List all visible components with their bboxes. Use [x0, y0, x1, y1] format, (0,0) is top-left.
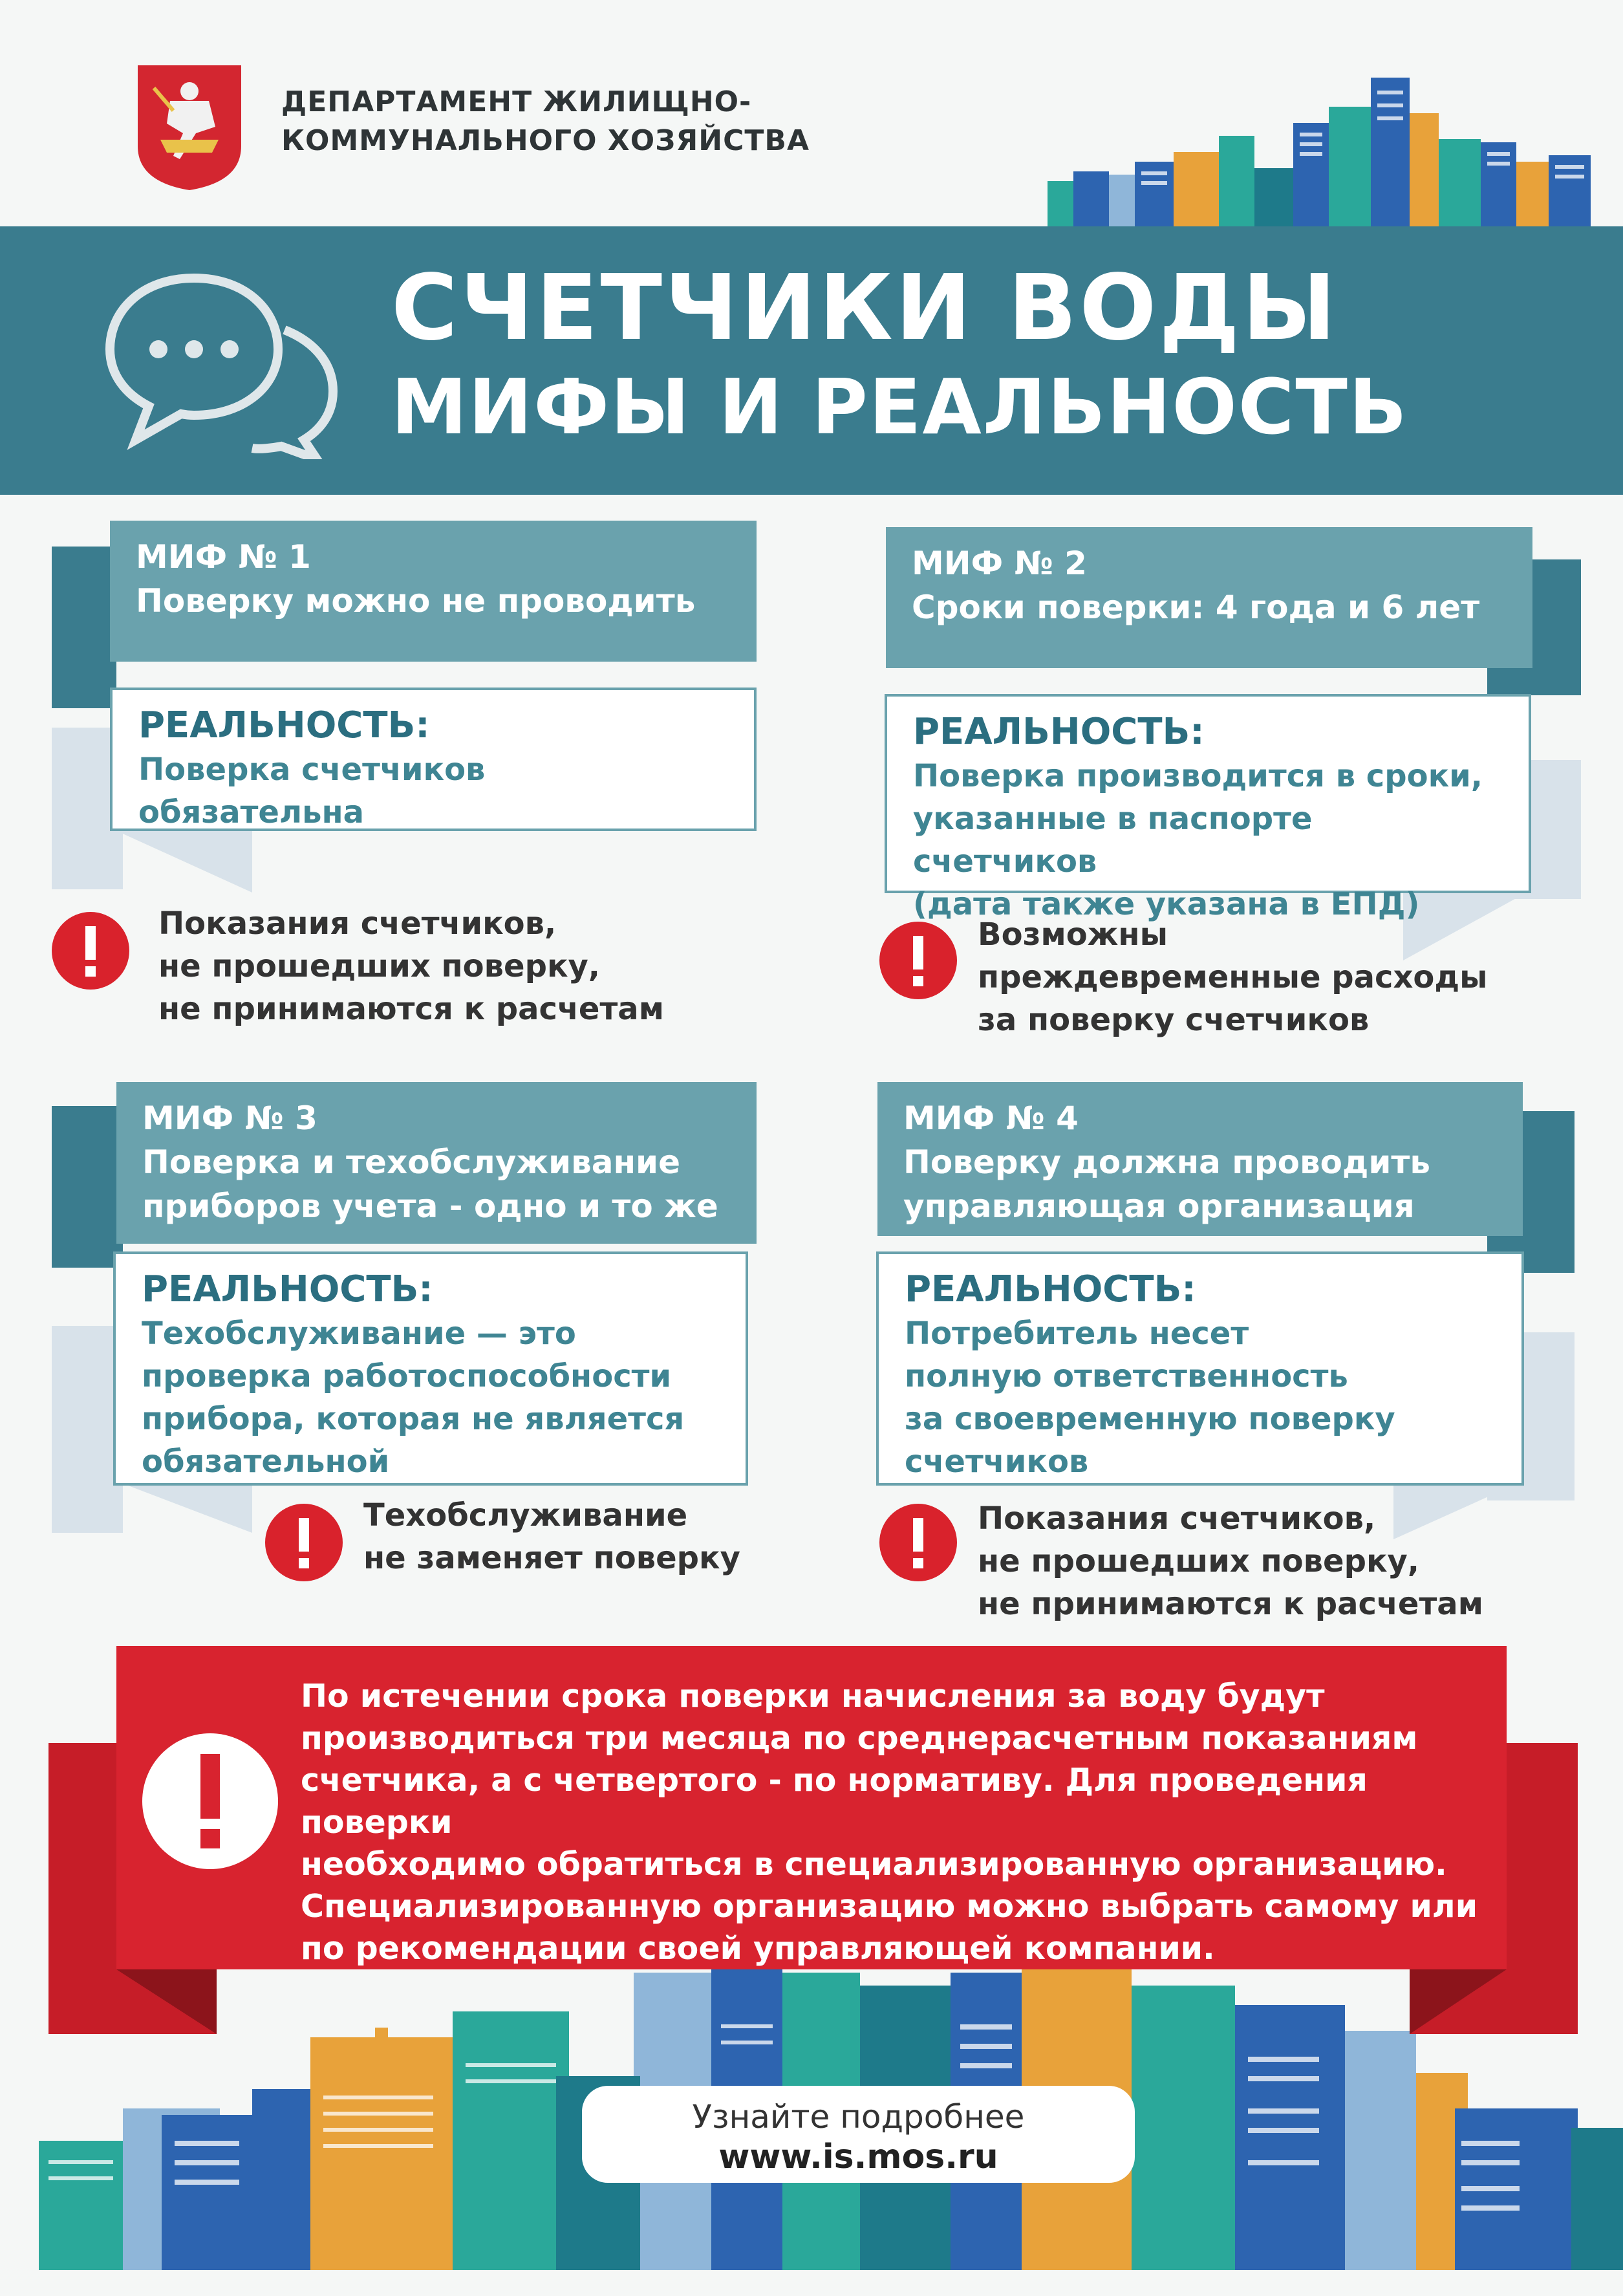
myth-3-side-ribbon: [52, 1106, 123, 1268]
skyline-top-illustration: [1048, 65, 1591, 234]
myth-3-reality-line-3: прибора, которая не является: [142, 1401, 685, 1437]
myth-2-warning-line-3: за поверку счетчиков: [978, 1002, 1370, 1038]
myth-4-number: МИФ № 4: [903, 1099, 1079, 1137]
more-info-box: [582, 2086, 1135, 2183]
myth-1-reality-box: [110, 688, 757, 831]
notice-line-2: производиться три месяца по среднерасчетным показаниям: [301, 1720, 1418, 1757]
myth-1-warning-icon: [52, 912, 129, 990]
myth-4-reality-box: [876, 1251, 1524, 1486]
myth-4-warning-line-3: не принимаются к расчетам: [978, 1586, 1483, 1622]
notice-left-fold: [116, 1969, 217, 2034]
myth-3-number: МИФ № 3: [142, 1099, 317, 1137]
myth-2-warning-line-2: преждевременные расходы: [978, 959, 1488, 995]
myth-1-warning: [158, 902, 708, 1030]
more-info-label: Узнайте подробнее: [692, 2098, 1025, 2136]
myth-1-reality-line-2: обязательна: [138, 794, 365, 830]
myth-1-reality-line-1: Поверка счетчиков: [138, 752, 486, 788]
myth-4-warning-line-2: не прошедших поверку,: [978, 1543, 1420, 1579]
myth-1-warning-line-3: не принимаются к расчетам: [158, 991, 664, 1027]
notice-right-fold: [1410, 1969, 1507, 2034]
myth-4-text-line-2: управляющая организация: [903, 1187, 1415, 1225]
myth-1-header: [110, 521, 757, 662]
notice-line-3: счетчика, а с четвертого - по нормативу. Для проведения поверки: [301, 1762, 1368, 1841]
exclamation-icon: [265, 1504, 343, 1581]
moscow-coat-of-arms-icon: [134, 62, 244, 191]
page-title-line-1: СЧЕТЧИКИ ВОДЫ: [391, 255, 1339, 361]
myth-1-reality-label: РЕАЛЬНОСТЬ:: [138, 704, 430, 746]
notice-line-5: Специализированную организацию можно выбрать самому или: [301, 1888, 1478, 1925]
page-title-line-2: МИФЫ И РЕАЛЬНОСТЬ: [391, 362, 1408, 451]
myth-3-reality-line-1: Техобслуживание — это: [142, 1316, 576, 1352]
myth-2-text: Сроки поверки: 4 года и 6 лет: [912, 589, 1480, 626]
myth-3-header: [116, 1082, 757, 1244]
myth-2-header: [886, 527, 1532, 668]
myth-1-ribbon-fold: [110, 828, 252, 893]
myth-3-reality-label: РЕАЛЬНОСТЬ:: [142, 1268, 433, 1310]
myth-4-reality-line-1: Потребитель несет: [905, 1316, 1249, 1352]
myth-2-reality-line-1: Поверка производится в сроки,: [913, 758, 1483, 794]
myth-4-reality-line-3: за своевременную поверку: [905, 1401, 1395, 1437]
myth-2-reality-label: РЕАЛЬНОСТЬ:: [913, 711, 1205, 753]
myth-4-warning-icon: [879, 1504, 957, 1581]
myth-2-reality-line-2: указанные в паспорте счетчиков: [913, 801, 1313, 880]
department-name: [281, 83, 863, 160]
myth-2-number: МИФ № 2: [912, 545, 1087, 582]
department-line-1: ДЕПАРТАМЕНТ ЖИЛИЩНО-: [281, 85, 752, 118]
myth-4-header: [877, 1082, 1523, 1236]
exclamation-icon: [142, 1733, 278, 1869]
myth-2-warning: [978, 913, 1560, 1041]
myth-1-warning-line-1: Показания счетчиков,: [158, 905, 557, 942]
myth-1-number: МИФ № 1: [136, 538, 311, 576]
myth-4-text-line-1: Поверку должна проводить: [903, 1143, 1430, 1181]
exclamation-icon: [52, 912, 129, 990]
myth-4-warning: [978, 1497, 1560, 1625]
myth-3-warning-line-1: Техобслуживание: [363, 1497, 688, 1533]
notice-text: [301, 1675, 1484, 1969]
myth-3-reality-box: [113, 1251, 748, 1486]
myth-1-side-ribbon: [52, 547, 116, 708]
myth-4-reality-label: РЕАЛЬНОСТЬ:: [905, 1268, 1196, 1310]
myth-2-warning-line-1: Возможны: [978, 916, 1168, 953]
department-line-2: КОММУНАЛЬНОГО ХОЗЯЙСТВА: [281, 124, 810, 157]
myth-4-reality-line-4: счетчиков: [905, 1444, 1089, 1480]
myth-3-reality-line-4: обязательной: [142, 1444, 390, 1480]
notice-line-6: по рекомендации своей управляющей компании.: [301, 1930, 1215, 1967]
myth-4-reality-line-2: полную ответственность: [905, 1358, 1348, 1394]
myth-3-warning: [363, 1494, 784, 1579]
myth-3-pale-ribbon: [52, 1326, 123, 1533]
exclamation-icon: [879, 922, 957, 999]
myth-3-warning-icon: [265, 1504, 343, 1581]
myth-2-reality-box: [885, 694, 1531, 922]
myth-3-reality-line-2: проверка работоспособности: [142, 1358, 672, 1394]
myth-1-warning-line-2: не прошедших поверку,: [158, 948, 601, 984]
myth-3-ribbon-fold: [116, 1481, 252, 1533]
website-link[interactable]: www.is.mos.ru: [718, 2138, 998, 2176]
notice-line-4: необходимо обратиться в специализированную организацию.: [301, 1846, 1447, 1883]
exclamation-icon: [879, 1504, 957, 1581]
myth-2-warning-icon: [879, 922, 957, 999]
myth-4-warning-line-1: Показания счетчиков,: [978, 1500, 1376, 1537]
notice-warning-icon: [142, 1733, 278, 1869]
myth-1-text: Поверку можно не проводить: [136, 582, 696, 620]
myth-2-reality-line-3: (дата также указана в ЕПД): [913, 886, 1420, 922]
myth-3-text-line-2: приборов учета - одно и то же: [142, 1187, 718, 1225]
myth-3-warning-line-2: не заменяет поверку: [363, 1540, 740, 1576]
myth-3-text-line-1: Поверка и техобслуживание: [142, 1143, 680, 1181]
chat-bubbles-icon: [97, 259, 343, 459]
notice-line-1: По истечении срока поверки начисления за воду будут: [301, 1678, 1325, 1715]
